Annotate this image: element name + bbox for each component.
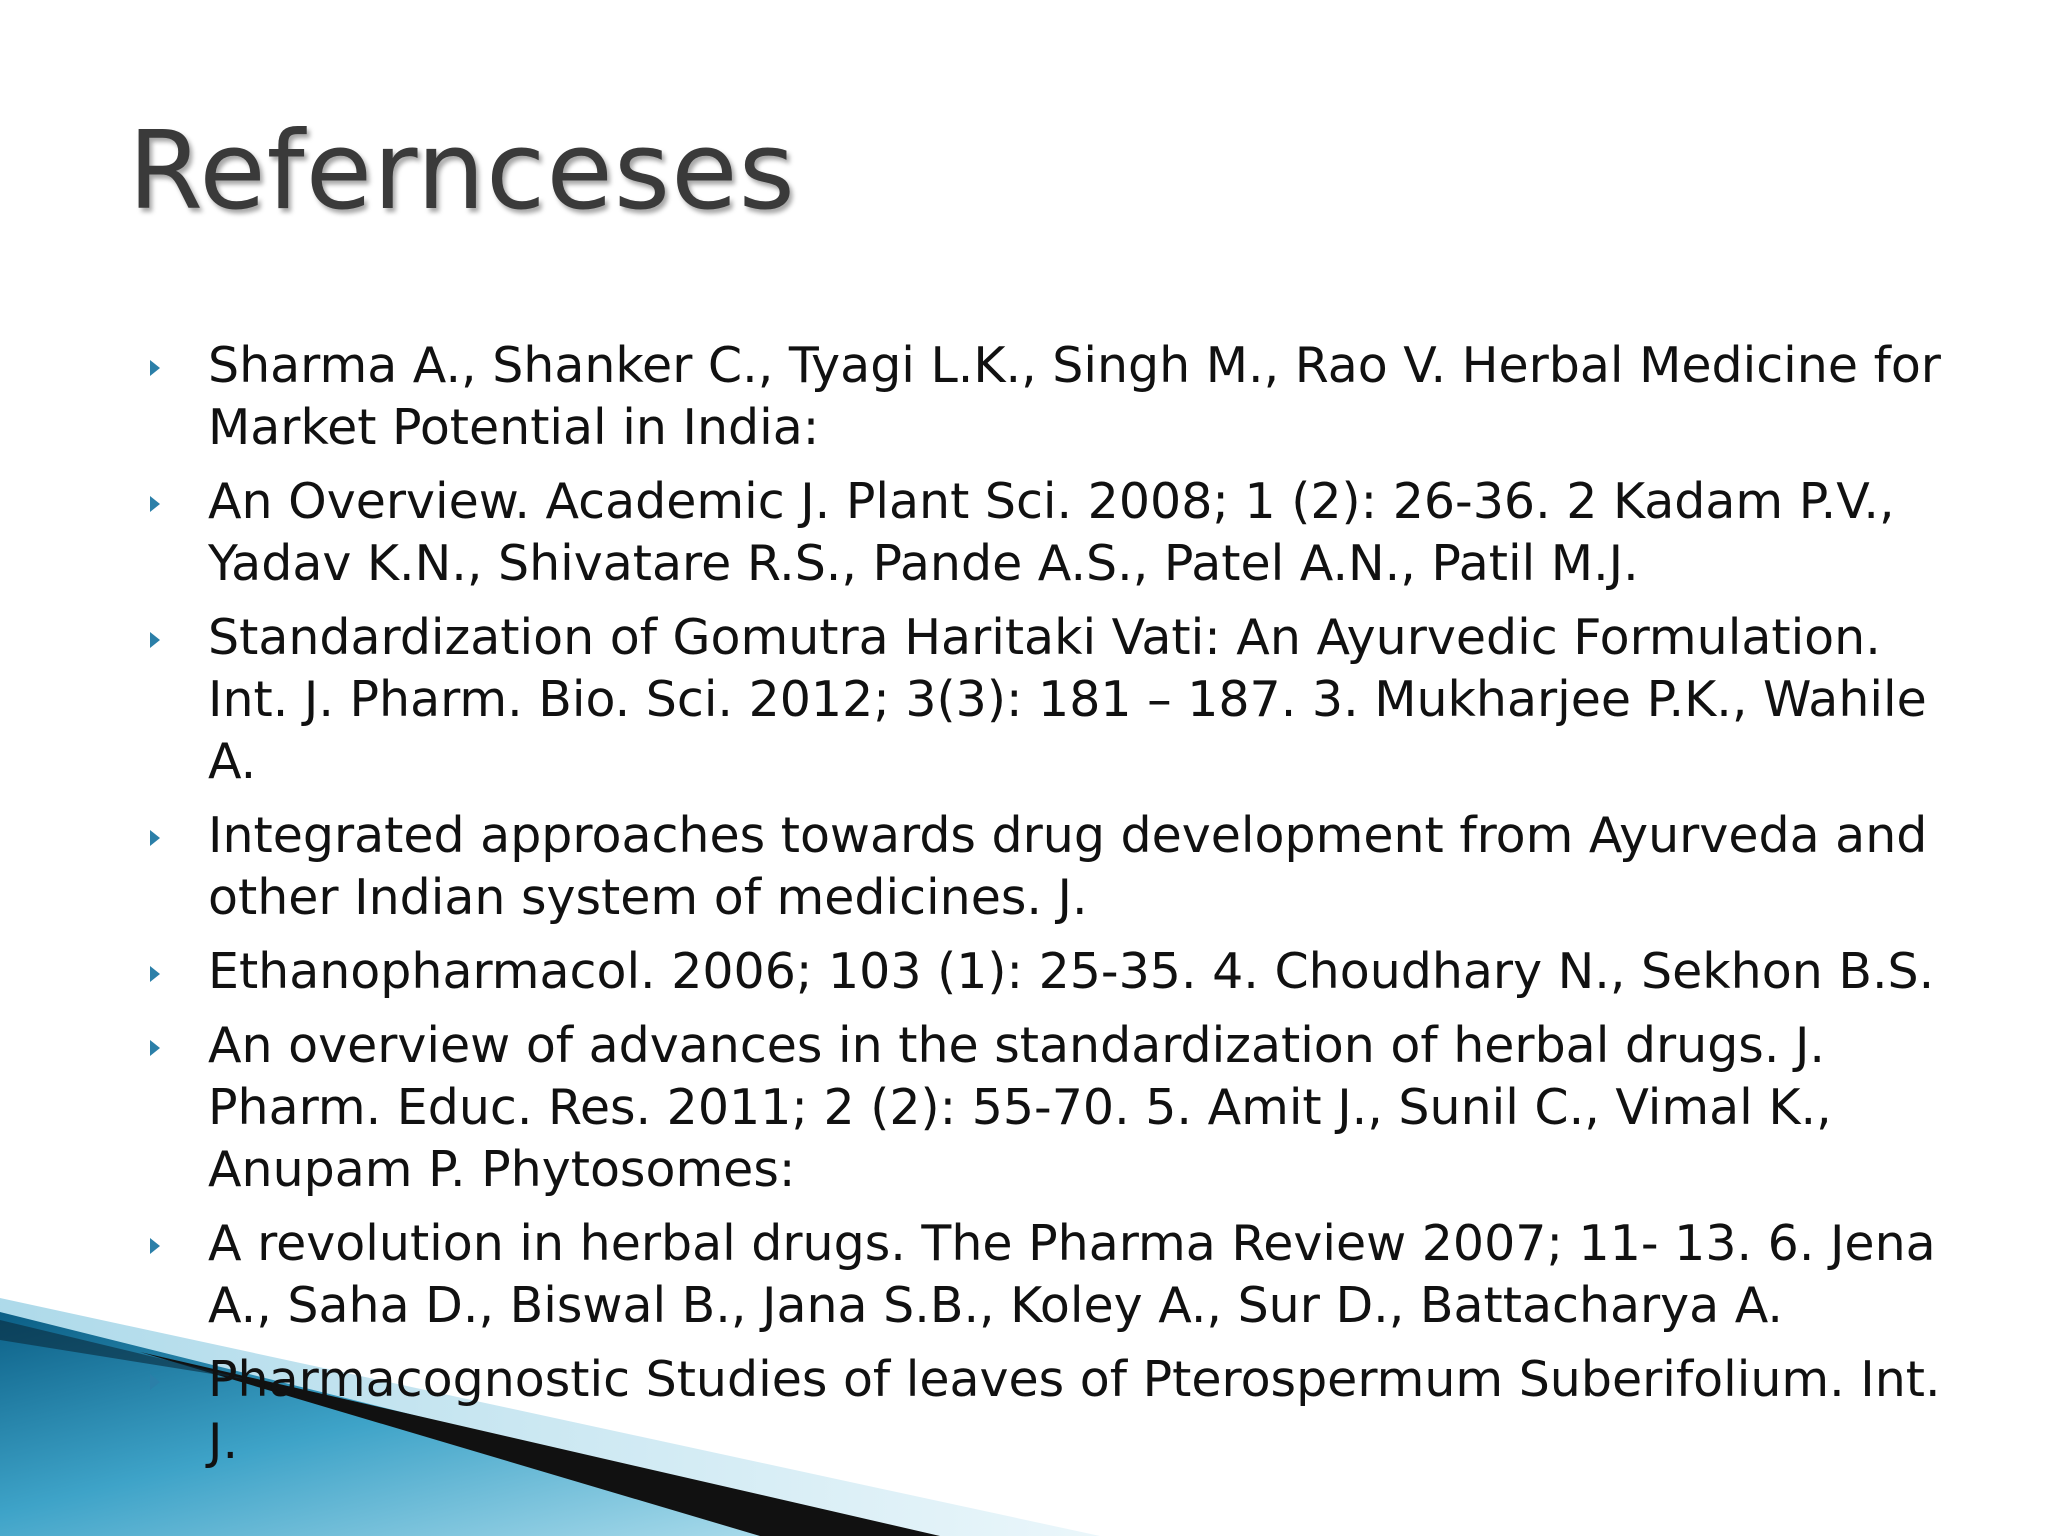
reference-text: An overview of advances in the standardization of herbal drugs. J. Pharm. Educ. Res. 2011; 2 (2): 55-70. 5. Amit J., Sunil C., Vimal K., Anupam P. Phytosomes: [208, 1017, 1832, 1198]
reference-item [150, 607, 1950, 793]
arrow-bullet-icon [150, 360, 160, 376]
reference-list [150, 335, 1950, 1485]
reference-item [150, 1349, 1950, 1473]
reference-text: Integrated approaches towards drug development from Ayurveda and other Indian system of medicines. J. [208, 807, 1928, 926]
reference-item [150, 805, 1950, 929]
reference-item [150, 1213, 1950, 1337]
arrow-bullet-icon [150, 632, 160, 648]
arrow-bullet-icon [150, 1040, 160, 1056]
reference-text: A revolution in herbal drugs. The Pharma Review 2007; 11- 13. 6. Jena A., Saha D., Biswal B., Jana S.B., Koley A., Sur D., Battacharya A. [208, 1215, 1936, 1334]
reference-text: Pharmacognostic Studies of leaves of Pterospermum Suberifolium. Int. J. [208, 1351, 1941, 1470]
arrow-bullet-icon [150, 496, 160, 512]
arrow-bullet-icon [150, 966, 160, 982]
reference-text: Sharma A., Shanker C., Tyagi L.K., Singh M., Rao V. Herbal Medicine for Market Potential in India: [208, 337, 1941, 456]
arrow-bullet-icon [150, 1238, 160, 1254]
arrow-bullet-icon [150, 830, 160, 846]
reference-item [150, 1015, 1950, 1201]
reference-text: An Overview. Academic J. Plant Sci. 2008; 1 (2): 26-36. 2 Kadam P.V., Yadav K.N., Shivatare R.S., Pande A.S., Patel A.N., Patil M.J. [208, 473, 1895, 592]
reference-item [150, 941, 1950, 1003]
reference-text: Ethanopharmacol. 2006; 103 (1): 25-35. 4. Choudhary N., Sekhon B.S. [208, 943, 1935, 1000]
arrow-bullet-icon [150, 1374, 160, 1390]
slide-title: Refernceses [128, 109, 796, 234]
reference-item [150, 335, 1950, 459]
reference-text: Standardization of Gomutra Haritaki Vati: An Ayurvedic Formulation. Int. J. Pharm. Bio. Sci. 2012; 3(3): 181 – 187. 3. Mukharjee P.K., Wahile A. [208, 609, 1927, 790]
reference-item [150, 471, 1950, 595]
